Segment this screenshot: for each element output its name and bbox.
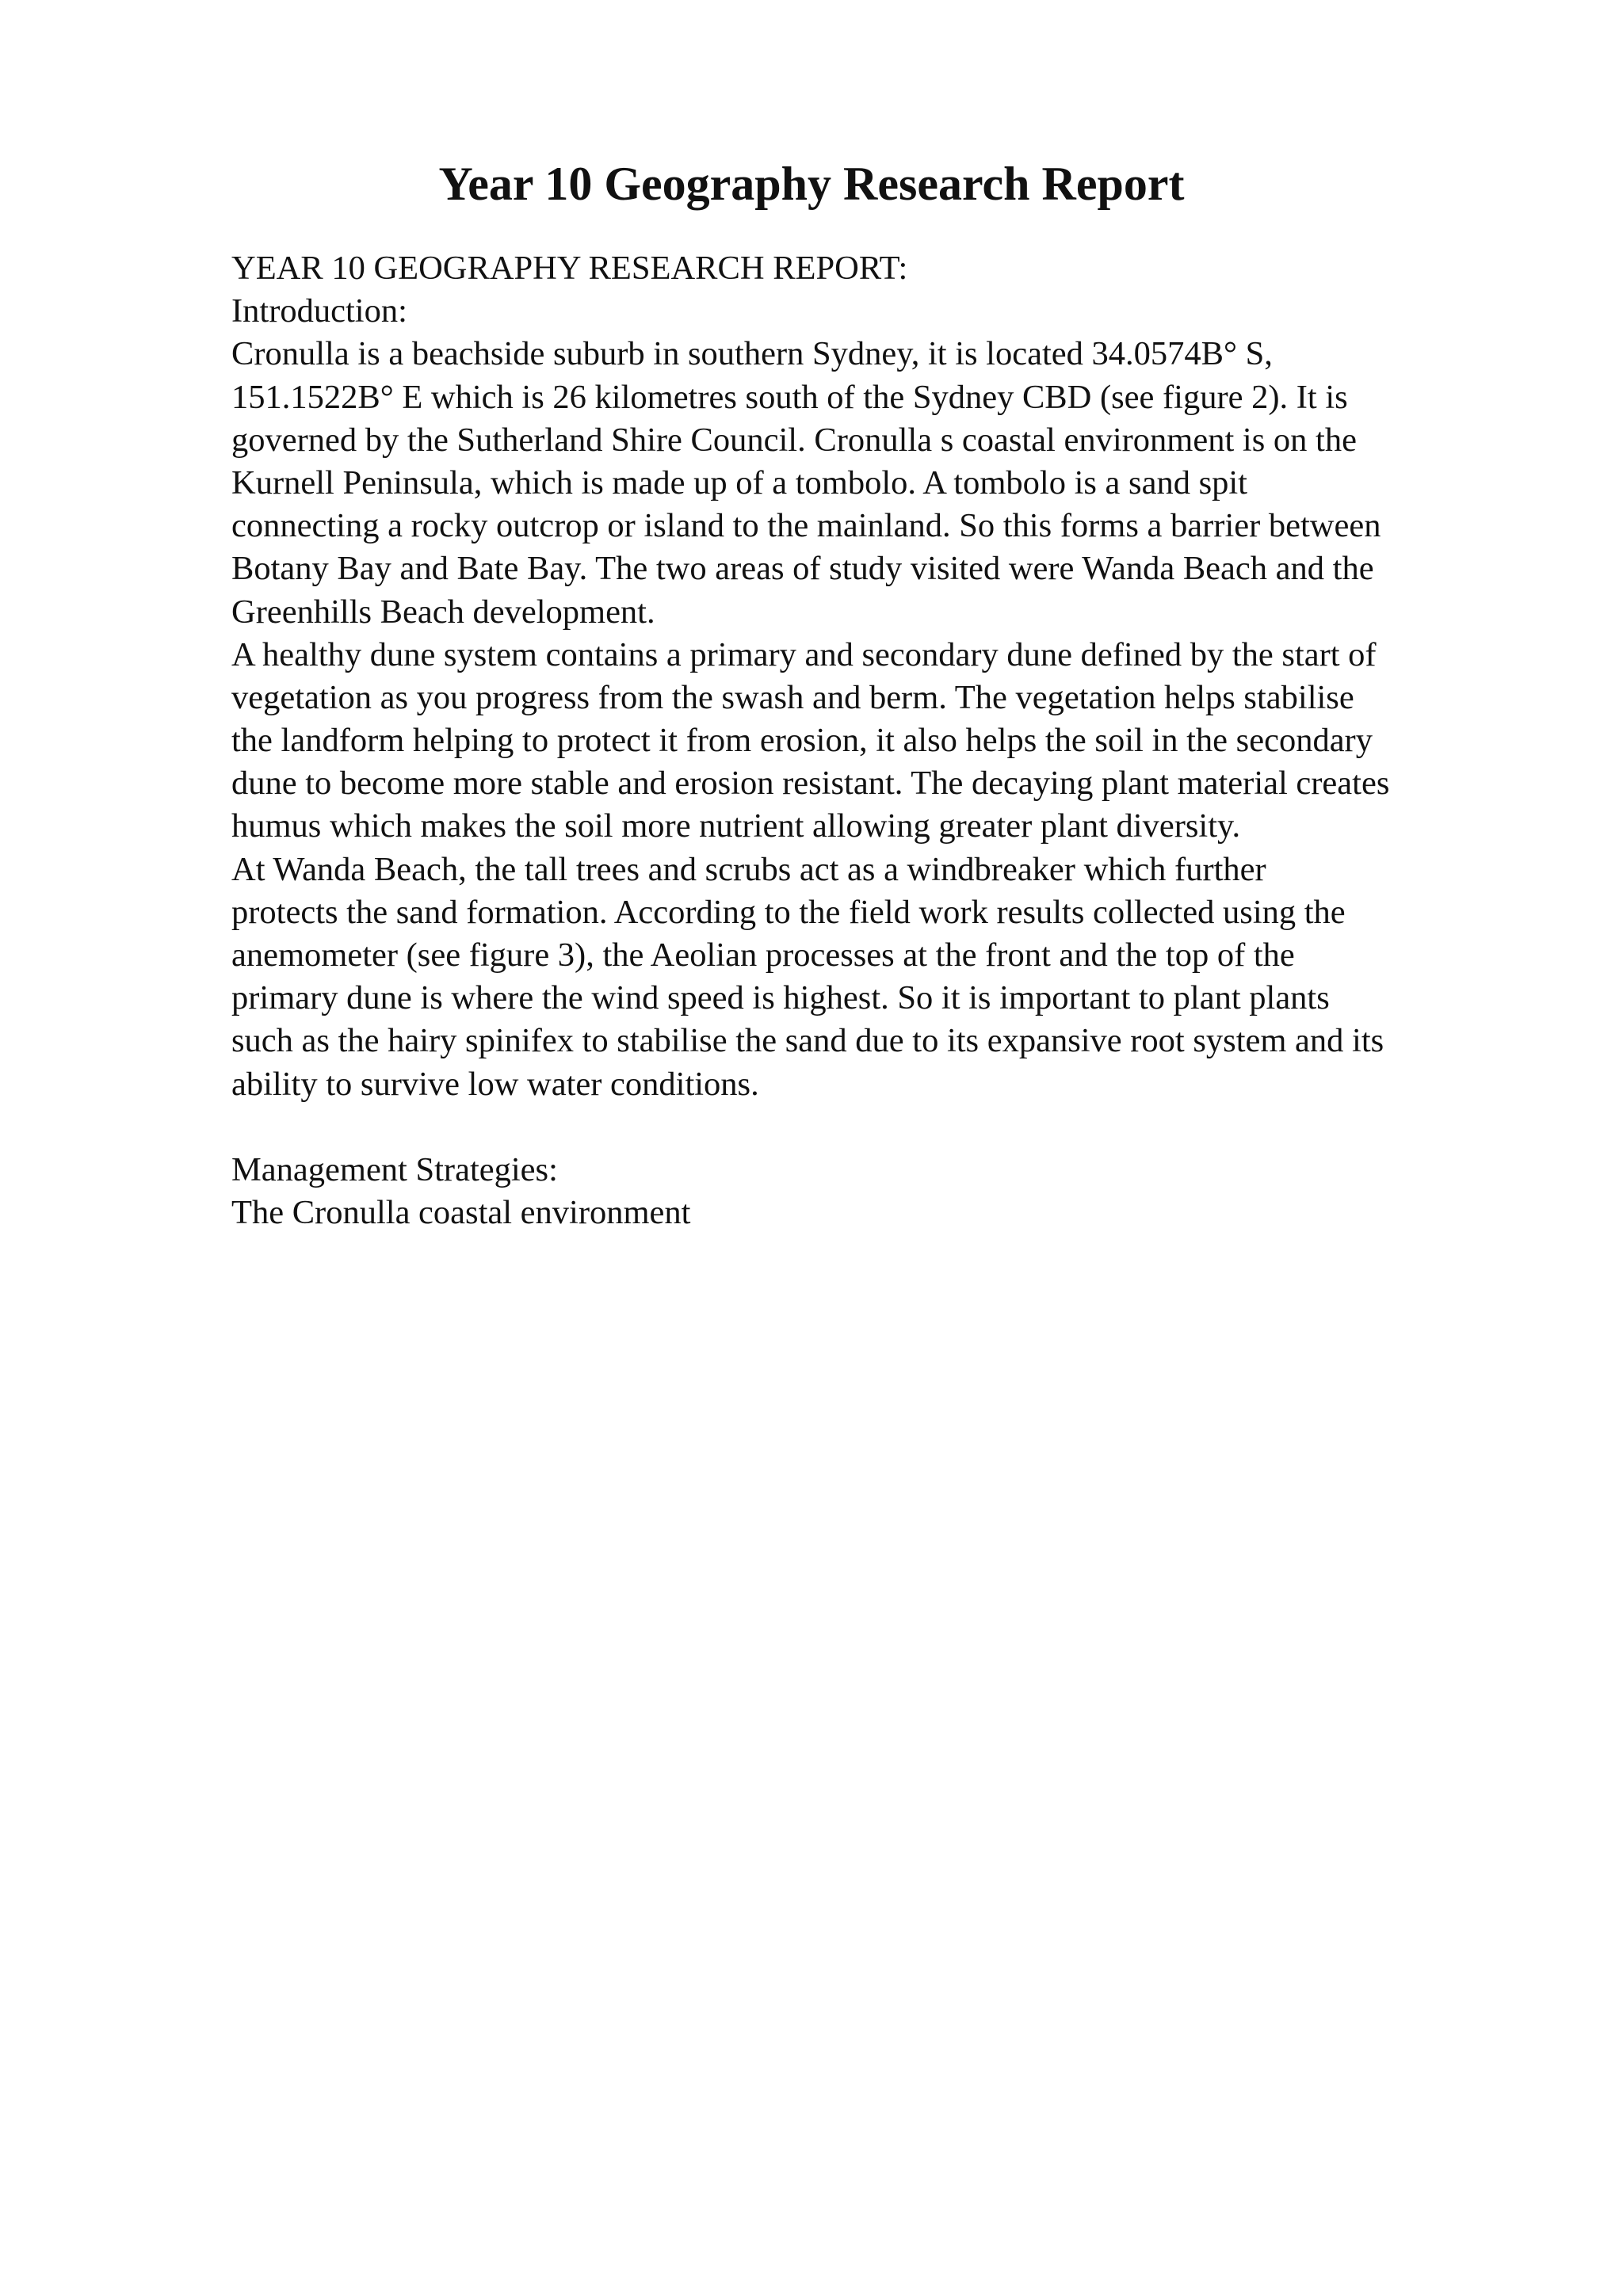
paragraph-line: connecting a rocky outcrop or island to the mainland. So this forms a barrier between xyxy=(231,507,1381,545)
management-strategies-text: The Cronulla coastal environment xyxy=(231,1194,691,1232)
paragraph-line: Kurnell Peninsula, which is made up of a tombolo. A tombolo is a sand spit xyxy=(231,463,1247,502)
paragraph-line: Greenhills Beach development. xyxy=(231,593,655,631)
introduction-label: Introduction: xyxy=(231,292,407,330)
paragraph-line: At Wanda Beach, the tall trees and scrubs act as a windbreaker which further xyxy=(231,850,1266,888)
document-title: Year 10 Geography Research Report xyxy=(438,158,1185,210)
paragraph-line: ability to survive low water conditions. xyxy=(231,1065,759,1103)
paragraph-line: protects the sand formation. According to the field work results collected using the xyxy=(231,893,1346,931)
paragraph-introduction xyxy=(231,333,1531,633)
paragraph-line: 151.1522B° E which is 26 kilometres south of the Sydney CBD (see figure 2). It is xyxy=(231,378,1348,416)
paragraph-line: Cronulla is a beachside suburb in southern Sydney, it is located 34.0574B° S, xyxy=(231,335,1273,373)
paragraph-wanda-beach xyxy=(231,849,1531,1106)
paragraph-line: Botany Bay and Bate Bay. The two areas of study visited were Wanda Beach and the xyxy=(231,550,1374,588)
paragraph-line: humus which makes the soil more nutrient allowing greater plant diversity. xyxy=(231,807,1241,845)
paragraph-line: anemometer (see figure 3), the Aeolian processes at the front and the top of the xyxy=(231,936,1295,974)
paragraph-line: primary dune is where the wind speed is highest. So it is important to plant plants xyxy=(231,979,1330,1017)
management-strategies-label: Management Strategies: xyxy=(231,1150,558,1188)
blank-line xyxy=(231,1106,1531,1149)
paragraph-line: the landform helping to protect it from erosion, it also helps the soil in the secondary xyxy=(231,722,1373,760)
paragraph-line: dune to become more stable and erosion resistant. The decaying plant material creates xyxy=(231,765,1390,803)
paragraph-line: governed by the Sutherland Shire Council. Cronulla s coastal environment is on the xyxy=(231,421,1357,459)
paragraph-line: such as the hairy spinifex to stabilise the sand due to its expansive root system and its xyxy=(231,1022,1384,1060)
paragraph-dune-system xyxy=(231,634,1531,849)
paragraph-line: A healthy dune system contains a primary and secondary dune defined by the start of xyxy=(231,635,1377,673)
report-heading: YEAR 10 GEOGRAPHY RESEARCH REPORT: xyxy=(231,250,908,287)
paragraph-line: vegetation as you progress from the swash and berm. The vegetation helps stabilise xyxy=(231,678,1354,716)
document-body xyxy=(231,247,1531,1234)
